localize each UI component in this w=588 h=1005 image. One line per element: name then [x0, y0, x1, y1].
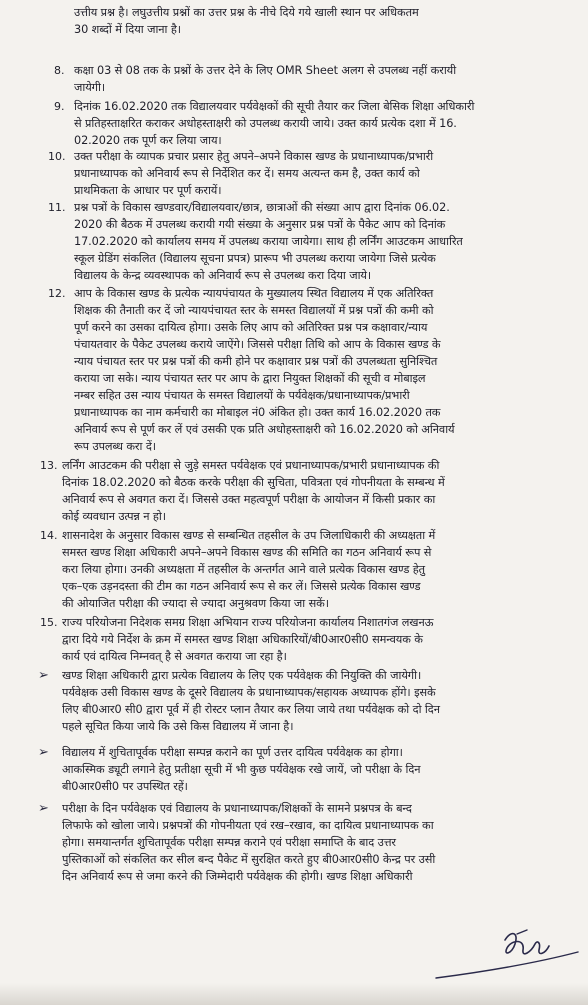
item-text	[74, 4, 582, 38]
text-line: से प्रतिहस्ताक्षरित कराकर अधोहस्ताक्षरी को उपलब्ध करायी जाये। उक्त कार्य प्रत्येक दशा में 16.	[74, 117, 457, 130]
item-number: 8.	[54, 64, 65, 77]
text-line: की ओयाजित परीक्षा की ज्यादा से ज्यादा अनुश्रवण किया जा सकें।	[62, 597, 329, 610]
bullet-arrow-icon: ➢	[38, 801, 49, 816]
text-line: अनिवार्य रूप से अवगत करा दें। जिससे उक्त महत्वपूर्ण परीक्षा के आयोजन में किसी प्रकार का	[62, 493, 436, 506]
item-text	[62, 457, 582, 525]
text-line: कराया जा सके। न्याय पंचायत स्तर पर आप के द्वारा नियुक्त शिक्षकों की सूची व मोबाइल	[74, 372, 426, 385]
item-number: 14.	[40, 529, 58, 542]
text-line: आकस्मिक ड्यूटी लगाने हेतु प्रतीक्षा सूची में भी कुछ पर्यवेक्षक रखे जायें, जो परीक्षा के दिन	[62, 763, 421, 776]
text-line: प्रश्न पत्रों के विकास खण्डवार/विद्यालयवार/छात्र, छात्राओं की संख्या आप द्वारा दिनांक 06.02.	[74, 201, 450, 214]
text-line: परीक्षा के दिन पर्यवेक्षक एवं विद्यालय के प्रधानाध्यापक/शिक्षकों के सामने प्रश्नपत्र के बन्द	[62, 802, 412, 815]
text-line: रूप उपलब्ध करा दें।	[74, 440, 156, 453]
text-line: 02.2020 तक पूर्ण कर लिया जाय।	[74, 134, 222, 147]
bullet-arrow-icon: ➢	[38, 668, 49, 683]
item-text	[62, 800, 582, 885]
text-line: खण्ड शिक्षा अधिकारी द्वारा प्रत्येक विद्यालय के लिए एक पर्यवेक्षक की नियुक्ति की जायेगी।	[62, 669, 422, 682]
text-line: पहले सूचित किया जाये कि उसे किस विद्यालय में जाना है।	[62, 720, 294, 733]
text-line: विद्यालय में शुचितापूर्वक परीक्षा सम्पन्न कराने का पूर्ण उत्तर दायित्व पर्यवेक्षक का होगा।	[62, 746, 403, 759]
text-line: न्याय पंचायत स्तर पर प्रश्न पत्रों की कमी होने पर कक्षावार प्रश्न पत्रों की उपलब्धता सुनिश्चित	[74, 355, 438, 368]
text-line: अनिवार्य रूप से पूर्ण कर लें एवं उसकी एक प्रति अधोहस्ताक्षरी को 16.02.2020 को अनिवार्य	[74, 423, 455, 436]
bullet-arrow-icon: ➢	[38, 745, 49, 760]
text-line: 17.02.2020 को कार्यालय समय में उपलब्ध कराया जायेगा। साथ ही लर्निंग आउटकम आधारित	[74, 235, 463, 248]
item-text	[74, 62, 582, 96]
text-line: 30 शब्दों में दिया जाना है।	[74, 23, 181, 36]
signature-stroke	[432, 948, 582, 982]
text-line: दिन अनिवार्य रूप से जमा करने की जिम्मेदारी पर्यवेक्षक की होगी। खण्ड शिक्षा अधिकारी	[62, 870, 413, 883]
text-line: लर्निंग आउटकम की परीक्षा से जुड़े समस्त पर्यवेक्षक एवं प्रधानाध्यापक/प्रभारी प्रधानाध्यापक की	[62, 459, 440, 472]
text-line: कार्य एवं दायित्व निम्नवत् है से अवगत कराया जा रहा है।	[62, 650, 287, 663]
text-line: कोई व्यवधान उत्पन्न न हो।	[62, 510, 166, 523]
text-line: कक्षा 03 से 08 तक के प्रश्नों के उत्तर देने के लिए OMR Sheet अलग से उपलब्ध नहीं करायी	[74, 64, 457, 77]
text-line: राज्य परियोजना निदेशक समग्र शिक्षा अभियान राज्य परियोजना कार्यालय निशातगंज लखनऊ	[62, 616, 434, 629]
item-text	[62, 527, 582, 612]
text-line: जायेगी।	[74, 81, 106, 94]
text-line: विद्यालय के केन्द्र व्यवस्थापक को अनिवार्य रूप से उपलब्ध करा दिया जाये।	[74, 269, 372, 282]
item-text	[62, 667, 582, 735]
item-number: 15.	[40, 616, 58, 629]
item-number: 12.	[48, 287, 66, 300]
text-line: शासनादेश के अनुसार विकास खण्ड से सम्बन्धित तहसील के उप जिलाधिकारी की अध्यक्षता में	[62, 529, 436, 542]
item-number: 9.	[54, 100, 65, 113]
text-line: प्रधानाध्यापक को अनिवार्य रूप से निर्देशित कर दें। समय अत्यन्त कम है, उक्त कार्य को	[74, 167, 420, 180]
item-number: 13.	[40, 459, 58, 472]
text-line: पर्यवेक्षक उसी विकास खण्ड के दूसरे विद्यालय के प्रधानाध्यापक/सहायक अध्यापक होंगे। इसके	[62, 686, 436, 699]
text-line: प्रधानाध्यापक का नाम कर्मचारी का मोबाइल नं0 अंकित हो। उक्त कार्य 16.02.2020 तक	[74, 406, 441, 419]
text-line: नम्बर सहित उस न्याय पंचायत के समस्त विद्यालयों के पर्यवेक्षक/प्रधानाध्यापक/प्रभारी	[74, 389, 410, 402]
text-line: दिनांक 16.02.2020 तक विद्यालयवार पर्यवेक्षकों की सूची तैयार कर जिला बेसिक शिक्षा अधिकारी	[74, 100, 475, 113]
text-line: शिक्षक की तैनाती कर दें जो न्यायपंचायत स्तर के समस्त विद्यालयों में प्रश्न पत्रों की कमी को	[74, 304, 434, 317]
text-line: होगा। समयान्तर्गत शुचितापूर्वक परीक्षा सम्पन्न कराने एवं परीक्षा समाप्ति के बाद उत्तर	[62, 836, 396, 849]
item-text	[74, 285, 582, 455]
text-line: स्कूल ग्रेडिंग संकलित (विद्यालय सूचना प्रपत्र) प्रारूप भी उपलब्ध कराया जायेगा जिसे प्रत्येक	[74, 252, 436, 265]
item-text	[62, 744, 582, 795]
text-line: समस्त खण्ड शिक्षा अधिकारी अपने–अपने विकास खण्ड की समिति का गठन अनिवार्य रूप से	[62, 546, 432, 559]
text-line: प्राथमिकता के आधार पर पूर्ण करायें।	[74, 184, 222, 197]
text-line: दिनांक 18.02.2020 को बैठक करके परीक्षा की सुचिता, पवित्रता एवं गोपनीयता के सम्बन्ध में	[62, 476, 445, 489]
item-text	[62, 614, 582, 665]
page-edge-shadow	[0, 983, 588, 1005]
text-line: उक्त परीक्षा के व्यापक प्रचार प्रसार हेतु अपने–अपने विकास खण्ड के प्रधानाध्यापक/प्रभारी	[74, 150, 434, 163]
item-text	[74, 199, 582, 284]
text-line: पूर्ण करने का उसका दायित्व होगा। उसके लिए आप को अतिरिक्त प्रश्न पत्र कक्षावार/न्याय	[74, 321, 428, 334]
text-line: उत्तीय प्रश्न है। लघुउत्तीय प्रश्नों का उत्तर प्रश्न के नीचे दिये गये खाली स्थान पर अधिकतम	[74, 6, 419, 19]
item-text	[74, 98, 582, 149]
item-number: 10.	[48, 150, 66, 163]
text-line: पंचायतवार के पैकेट उपलब्ध कराये जाऐंगे। जिससे परीक्षा तिथि को आप के विकास खण्ड के	[74, 338, 441, 351]
text-line: आप के विकास खण्ड के प्रत्येक न्यायपंचायत के मुख्यालय स्थित विद्यालय में एक अतिरिक्त	[74, 287, 434, 300]
text-line: पुस्तिकाओं को संकलित कर सील बन्द पैकेट में सुरक्षित करते हुए बी0आर0सी0 केन्द्र पर उसी	[62, 853, 436, 866]
text-line: बी0आर0सी0 पर उपस्थित रहें।	[62, 780, 188, 793]
text-line: लिफाफे को खोला जाये। प्रश्नपत्रों की गोपनीयता एवं रख–रखाव, का दायित्व प्रधानाध्यापक का	[62, 819, 434, 832]
text-line: द्वारा दिये गये निर्देश के क्रम में समस्त खण्ड शिक्षा अधिकारियों/बी0आर0सी0 समन्वयक के	[62, 633, 423, 646]
text-line: एक–एक उड़नदस्ता की टीम का गठन अनिवार्य रूप से कर लें। जिससे प्रत्येक विकास खण्ड	[62, 580, 421, 593]
text-line: करा लिया होगा। उनकी अध्यक्षता में तहसील के अन्तर्गत आने वाले प्रत्येक विकास खण्ड हेतु	[62, 563, 426, 576]
text-line: लिए बी0आर0 सी0 द्वारा पूर्व में ही रोस्टर प्लान तैयार कर लिया जाये तथा पर्यवेक्षक को दो दिन	[62, 703, 440, 716]
item-text	[74, 148, 582, 199]
item-number: 11.	[48, 201, 66, 214]
text-line: 2020 की बैठक में उपलब्ध करायी गयी संख्या के अनुसार प्रश्न पत्रों के पैकेट आप को दिनांक	[74, 218, 446, 231]
